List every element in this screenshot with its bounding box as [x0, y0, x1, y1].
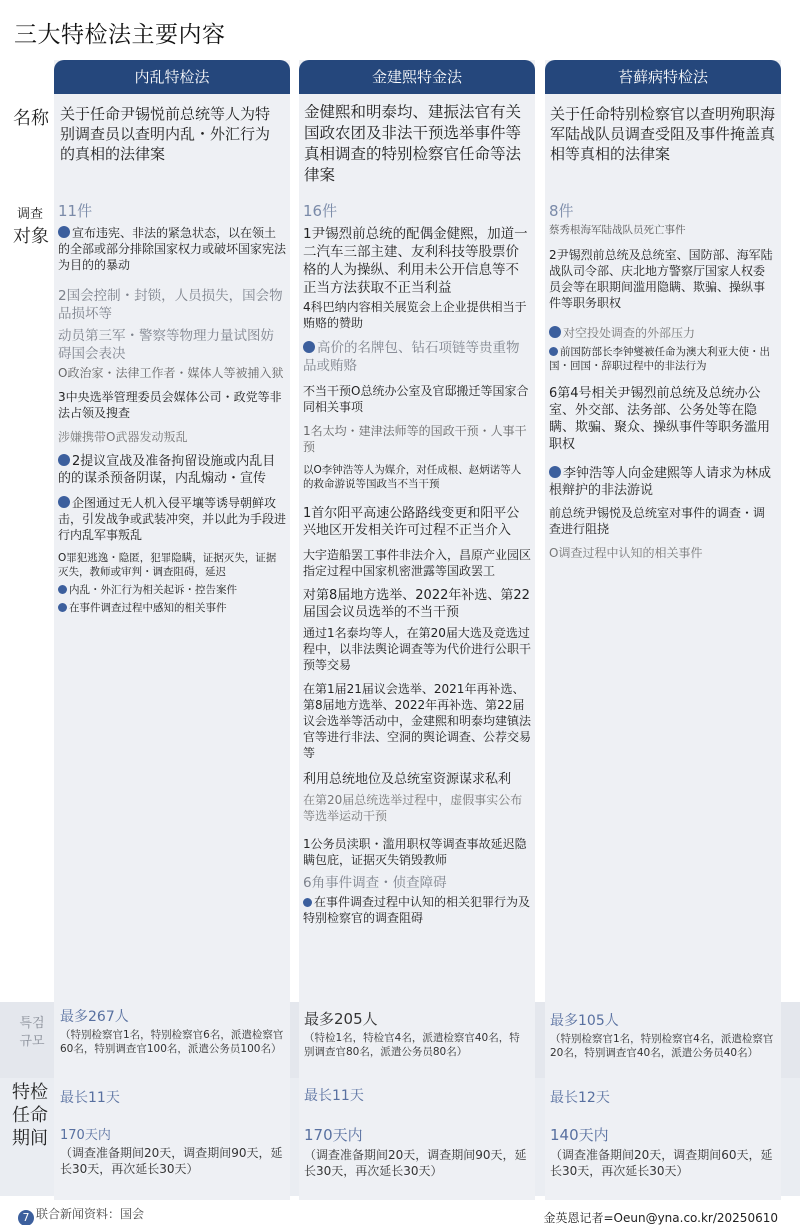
bullet-icon	[58, 226, 70, 238]
list-item: 通过1名泰均等人，在第20届大选及竞选过程中，以非法舆论调查等为代价进行公职干预等交易	[303, 626, 532, 672]
list-item: 大宇造船罢工事件非法介入，昌原产业园区指定过程中国家机密泄露等国政罢工	[303, 548, 532, 578]
list-item: 1尹锡烈前总统的配偶金健熙，加道一二汽车三部主建、友利科技等股票价格的人为操纵、利用未公开信息等不正当方法获取不正当利益	[303, 226, 528, 296]
list-item: 3中央选举管理委员会媒体公司・政党等非法占领及搜查	[58, 390, 282, 420]
scale-cell-1	[60, 1006, 284, 1056]
row-label-scale-1: 특검	[19, 1016, 45, 1031]
list-item: 1首尔阳平高速公路路线变更和阳平公兴地区开发相关许可过程不正当介入	[303, 506, 520, 538]
name-cell-2: 金健熙和明泰均、建振法官有关国政农团及非法干预选举事件等真相调查的特别检察官任命等法律案	[304, 103, 522, 184]
period-sub: （调查准备期间20天，调查期间90天，延长30天，再次延长30天）	[304, 1148, 527, 1178]
bullet-icon	[549, 347, 558, 356]
scale-cell-2	[304, 1008, 530, 1059]
scope-count: 8件	[549, 202, 574, 220]
list-item: O政治家・法律工作者・媒体人等被捕入狱	[58, 366, 284, 380]
scale-cell-3	[550, 1010, 776, 1060]
list-item: 前总统尹锡悦及总统室对事件的调查・调查进行阻挠	[549, 506, 766, 536]
appoint-cell-1: 最长11天	[60, 1090, 120, 1106]
row-label-scale-2: 규모	[19, 1034, 45, 1049]
bullet-icon	[303, 341, 315, 353]
row-label-term-1: 特检	[12, 1082, 48, 1103]
list-item: 4科巴纳内容相关展览会上企业提供相当于贿赂的赞助	[303, 300, 527, 330]
list-item: 在第20届总统选举过程中，虚假事实公布等选举运动干预	[303, 793, 523, 823]
footer-credit: 金英恩记者=Oeun@yna.co.kr/20250610	[543, 1211, 778, 1225]
list-item: 企图通过无人机入侵平壤等诱导朝鲜攻击，引发战争或武装冲突，并以此为手段进行内乱军事叛乱	[58, 496, 287, 542]
scope-count: 11件	[58, 202, 93, 220]
list-item: 2提议宣战及准备拘留设施或内乱目的的谋杀预备阴谋，内乱煽动・宣传	[58, 454, 276, 486]
list-item: 李钟浩等人向金建熙等人请求为林成根辩护的非法游说	[549, 466, 772, 498]
list-item: 不当干预O总统办公室及官邸搬迁等国家合同相关事项	[303, 384, 529, 414]
list-item: 宣布违宪、非法的紧急状态，以在领土的全部或部分排除国家权力或破坏国家宪法为目的的暴动	[58, 226, 287, 272]
row-label-term-3: 期间	[12, 1128, 48, 1149]
bullet-icon	[58, 496, 70, 508]
scale-main: 最多205人	[304, 1010, 378, 1028]
period-sub: （调查准备期间20天，调查期间90天，延长30天，再次延长30天）	[60, 1146, 283, 1176]
column-header: 苔藓病特检法	[545, 60, 781, 94]
list-item: 2国会控制・封锁，人员损失，国会物品损坏等	[58, 288, 283, 322]
bullet-icon	[303, 898, 312, 907]
period-main: 170天内	[60, 1128, 111, 1143]
list-item: 动员第三军・警察等物理力量试图妨碍国会表决	[58, 328, 274, 362]
period-cell-1	[60, 1124, 284, 1177]
scale-sub: （特别检察官1名，特别检察官4名，派遣检察官20名，特别调查官40名，派遣公务员40名）	[550, 1033, 774, 1059]
list-item: O调查过程中认知的相关事件	[549, 546, 703, 560]
appoint-cell-3: 最长12天	[550, 1090, 610, 1106]
scale-main: 最多105人	[550, 1013, 619, 1029]
bullet-icon	[549, 466, 561, 478]
name-cell-3: 关于任命特别检察官以查明殉职海军陆战队员调查受阻及事件掩盖真相等真相的法律案	[550, 105, 776, 163]
scope-list-1	[58, 200, 286, 615]
bullet-icon	[58, 454, 70, 466]
scale-sub: （特检1名，特检官4名，派遣检察官40名，特别调查官80名，派遣公务员80名）	[304, 1032, 520, 1058]
list-item: 6第4号相关尹锡烈前总统及总统办公室、外交部、法务部、公务处等在隐瞒、欺骗、聚众、操纵事件等职务滥用职权	[549, 386, 771, 452]
list-item: 对空投处调查的外部压力	[549, 325, 775, 341]
list-item: 高价的名牌包、钻石项链等贵重物品或贿赂	[303, 340, 520, 374]
list-item: 1名太均・建津法师等的国政干预・人事干预	[303, 424, 527, 454]
source-text: 联合新闻资料：国会	[36, 1207, 145, 1221]
list-item: 利用总统地位及总统室资源谋求私利	[303, 772, 512, 787]
period-sub: （调查准备期间20天，调查期间60天，延长30天，再次延长30天）	[550, 1148, 773, 1178]
appoint-cell-2: 最长11天	[304, 1088, 364, 1104]
list-item: 在事件调查过程中认知的相关犯罪行为及特别检察官的调查阻碍	[303, 895, 531, 925]
bullet-icon	[549, 326, 561, 338]
page-title: 三大特检法主要内容	[14, 22, 226, 48]
footer-source	[18, 1205, 144, 1225]
column-header: 金建熙特金法	[299, 60, 535, 94]
list-item: 涉嫌携带O武器发动叛乱	[58, 430, 188, 444]
name-cell-1: 关于任命尹锡悦前总统等人为特别调查员以查明内乱・外汇行为的真相的法律案	[60, 105, 271, 163]
row-label-scope-1: 调查	[16, 207, 43, 222]
list-item: 6角事件调查・侦查障碍	[303, 875, 447, 891]
period-main: 170天内	[304, 1126, 363, 1144]
scope-list-3	[549, 200, 775, 561]
list-item: 1公务员渎职・滥用职权等调查事故延迟隐瞒包庇，证据灭失销毁教师	[303, 837, 527, 867]
row-label-term-2: 任命	[12, 1105, 48, 1126]
list-item: 在事件调查过程中感知的相关事件	[58, 601, 286, 615]
column-header: 内乱特检法	[54, 60, 290, 94]
scale-main: 最多267人	[60, 1009, 129, 1025]
list-item: 以O李钟浩等人为媒介，对任成根、赵炳诺等人的救命游说等国政当不当干预	[303, 464, 522, 490]
list-item: O罪犯逃逸・隐匿，犯罪隐瞒，证据灭失，证据灭失，教师或审判・调查阻碍，延迟	[58, 552, 277, 578]
list-item: 前国防部长李钟燮被任命为澳大利亚大使・出国・回国・辞职过程中的非法行为	[549, 346, 770, 372]
list-item: 蔡秀根海军陆战队员死亡事件	[549, 224, 686, 236]
list-item: 内乱・外汇行为相关起诉・控告案件	[58, 583, 286, 597]
scale-sub: （特别检察官1名，特别检察官6名，派遣检察官60名，特别调查官100名，派遣公务员100名）	[60, 1029, 284, 1055]
row-label-scope-2: 对象	[13, 226, 49, 247]
scope-list-2	[303, 200, 531, 926]
period-cell-3	[550, 1124, 776, 1179]
list-item: 对第8届地方选举、2022年补选、第22届国会议员选举的不当干预	[303, 588, 530, 620]
row-label-name: 名称	[13, 108, 49, 129]
scope-count: 16件	[303, 202, 338, 220]
yonhap-logo-icon: 7	[18, 1210, 34, 1225]
period-cell-2	[304, 1124, 530, 1179]
list-item: 2尹锡烈前总统及总统室、国防部、海军陆战队司令部、庆北地方警察厅国家人权委员会等在职期间滥用隐瞒、欺骗、操纵事件等职务职权	[549, 248, 773, 310]
bullet-icon	[58, 603, 67, 612]
list-item: 在第1届21届议会选举、2021年再补选、第8届地方选举、2022年再补选、第22届议会选举等活动中，金建熙和明泰均建镇法官等进行非法、空洞的舆论调查、公荐交易等	[303, 682, 532, 760]
bullet-icon	[58, 585, 67, 594]
period-main: 140天内	[550, 1126, 609, 1144]
